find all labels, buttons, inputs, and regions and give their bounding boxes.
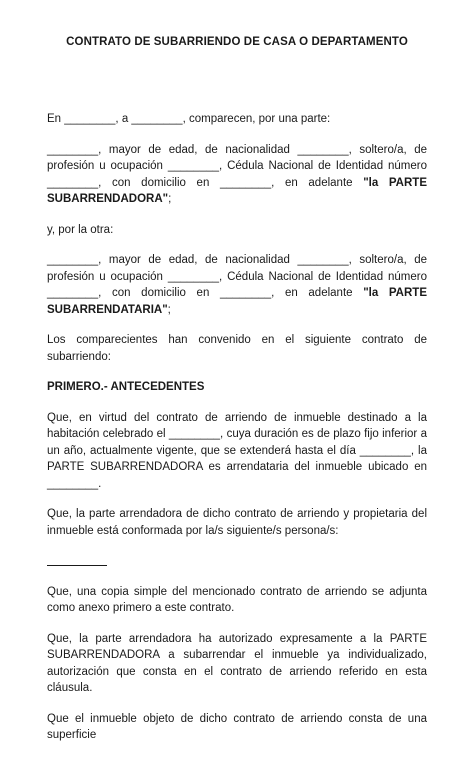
party1-paragraph (47, 142, 427, 208)
agreement-paragraph: Los comparecientes han convenido en el siguiente contrato de subarriendo: (47, 334, 427, 363)
antecedentes-paragraph-1: Que, en virtud del contrato de arriendo de inmueble destinado a la habitación celebrado el ________, cuya duración es de plazo fijo inferior a un año, actualmente vigente, que se extenderá hasta el día ________, la PARTE SUBARRENDADORA es arrendataria del inmueble ubicado en ________. (47, 411, 427, 490)
party2-end: ; (167, 303, 171, 316)
antecedentes-paragraph-4: Que, la parte arrendadora ha autorizado expresamente a la PARTE SUBARRENDADORA a subarrendar el inmueble ya individualizado, autorización que consta en el contrato de arriendo referido en esta cláusula. (47, 632, 427, 694)
party2-text: ________, mayor de edad, de nacionalidad ________, soltero/a, de profesión u ocupación ________, Cédula Nacional de Identidad número ________, con domicilio en ________, en adelante (47, 254, 427, 299)
intro-paragraph: En ________, a ________, comparecen, por una parte: (47, 113, 331, 125)
party1-role: "la PARTE SUBARRENDADORA" (47, 176, 427, 205)
section1-heading: PRIMERO.- ANTECEDENTES (47, 381, 205, 393)
document-body (47, 111, 427, 758)
document-title: CONTRATO DE SUBARRIENDO DE CASA O DEPARTAMENTO (66, 36, 408, 48)
antecedentes-paragraph-2: Que, la parte arrendadora de dicho contrato de arriendo y propietaria del inmueble está conformada por la/s siguiente/s persona/s: (47, 508, 427, 537)
party2-role: "la PARTE SUBARRENDATARIA" (47, 287, 427, 316)
antecedentes-paragraph-3: Que, una copia simple del mencionado contrato de arriendo se adjunta como anexo primero a este contrato. (47, 585, 427, 614)
blank-underline (47, 553, 107, 566)
owner-blank-line (47, 553, 427, 570)
antecedentes-paragraph-5: Que el inmueble objeto de dicho contrato de arriendo consta de una superficie (47, 712, 427, 741)
party1-text: ________, mayor de edad, de nacionalidad ________, soltero/a, de profesión u ocupación ________, Cédula Nacional de Identidad número ________, con domicilio en ________, en adelante (47, 143, 427, 189)
other-party-paragraph: y, por la otra: (47, 223, 114, 236)
party1-end: ; (168, 193, 172, 205)
party2-paragraph (47, 252, 427, 318)
